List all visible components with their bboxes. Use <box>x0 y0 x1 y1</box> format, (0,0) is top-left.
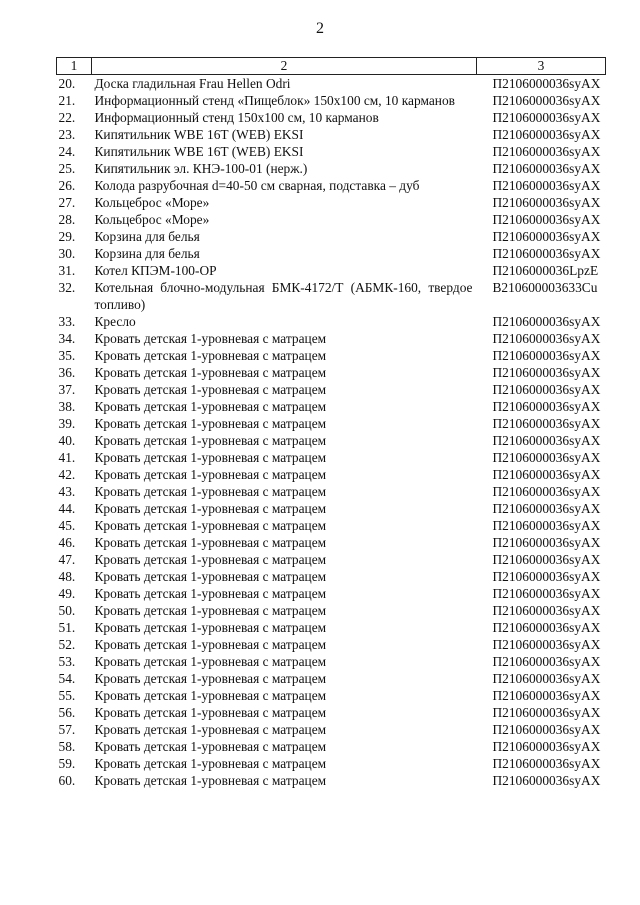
item-code: П2106000036syAX <box>492 246 601 261</box>
item-code: П2106000036syAX <box>492 229 601 244</box>
item-name: Кровать детская 1-уровневая с матрацем <box>94 739 327 754</box>
item-name: Кровать детская 1-уровневая с матрацем <box>94 603 327 618</box>
table-row <box>57 211 606 228</box>
row-number: 20. <box>58 76 76 91</box>
item-code: П2106000036syAX <box>492 637 601 652</box>
table-row <box>57 721 606 738</box>
item-name: Кровать детская 1-уровневая с матрацем <box>94 365 327 380</box>
row-number: 35. <box>58 348 76 363</box>
table-row <box>57 636 606 653</box>
row-number: 28. <box>58 212 76 227</box>
table-row <box>57 92 606 109</box>
row-number: 46. <box>58 535 76 550</box>
row-number: 40. <box>58 433 76 448</box>
header-col-3: 3 <box>477 58 606 75</box>
item-code: П2106000036syAX <box>492 382 601 397</box>
table-row <box>57 585 606 602</box>
row-number: 47. <box>58 552 76 567</box>
item-code: П2106000036syAX <box>492 195 601 210</box>
item-code: В210600003633Cu <box>492 280 598 295</box>
row-number: 32. <box>58 280 76 295</box>
item-code: П2106000036syAX <box>492 331 601 346</box>
table-row <box>57 126 606 143</box>
item-code: П2106000036syAX <box>492 586 601 601</box>
table-header-row <box>57 58 606 75</box>
table-row <box>57 534 606 551</box>
item-name: Кровать детская 1-уровневая с матрацем <box>94 450 327 465</box>
table-row <box>57 279 606 313</box>
table-row <box>57 381 606 398</box>
item-code: П2106000036syAX <box>492 110 601 125</box>
item-name: Кровать детская 1-уровневая с матрацем <box>94 705 327 720</box>
item-code: П2106000036syAX <box>492 756 601 771</box>
row-number: 45. <box>58 518 76 533</box>
item-name: Кровать детская 1-уровневая с матрацем <box>94 671 327 686</box>
item-code: П2106000036syAX <box>492 671 601 686</box>
item-name: Кровать детская 1-уровневая с матрацем <box>94 773 327 788</box>
row-number: 51. <box>58 620 76 635</box>
row-number: 34. <box>58 331 76 346</box>
row-number: 25. <box>58 161 76 176</box>
item-name: Кровать детская 1-уровневая с матрацем <box>94 501 327 516</box>
row-number: 42. <box>58 467 76 482</box>
item-code: П2106000036syAX <box>492 603 601 618</box>
item-name: Кровать детская 1-уровневая с матрацем <box>94 518 327 533</box>
table-row <box>57 160 606 177</box>
table-row <box>57 364 606 381</box>
row-number: 30. <box>58 246 76 261</box>
item-code: П2106000036syAX <box>492 433 601 448</box>
table-row <box>57 398 606 415</box>
table-row <box>57 483 606 500</box>
item-code: П2106000036syAX <box>492 552 601 567</box>
table-row <box>57 347 606 364</box>
item-name: Кровать детская 1-уровневая с матрацем <box>94 586 327 601</box>
item-name: Кровать детская 1-уровневая с матрацем <box>94 569 327 584</box>
table-row <box>57 517 606 534</box>
row-number: 54. <box>58 671 76 686</box>
row-number: 44. <box>58 501 76 516</box>
item-code: П2106000036syAX <box>492 399 601 414</box>
table-row <box>57 262 606 279</box>
item-code: П2106000036syAX <box>492 688 601 703</box>
row-number: 52. <box>58 637 76 652</box>
item-code: П2106000036syAX <box>492 722 601 737</box>
table-row <box>57 687 606 704</box>
table-row <box>57 755 606 772</box>
item-name: Кровать детская 1-уровневая с матрацем <box>94 535 327 550</box>
table-row <box>57 75 606 93</box>
item-name: Кольцеброс «Море» <box>94 212 210 227</box>
item-code: П2106000036syAX <box>492 93 601 108</box>
row-number: 59. <box>58 756 76 771</box>
table-row <box>57 177 606 194</box>
item-code: П2106000036syAX <box>492 467 601 482</box>
row-number: 26. <box>58 178 76 193</box>
item-name: Кровать детская 1-уровневая с матрацем <box>94 637 327 652</box>
row-number: 22. <box>58 110 76 125</box>
item-name: Котельная блочно-модульная БМК-4172/Т (АБМК-160, твердое топливо) <box>94 280 473 312</box>
row-number: 60. <box>58 773 76 788</box>
item-code: П2106000036syAX <box>492 620 601 635</box>
item-name: Кровать детская 1-уровневая с матрацем <box>94 416 327 431</box>
item-code: П2106000036syAX <box>492 450 601 465</box>
table-row <box>57 653 606 670</box>
table-row <box>57 330 606 347</box>
item-name: Кровать детская 1-уровневая с матрацем <box>94 433 327 448</box>
item-name: Кровать детская 1-уровневая с матрацем <box>94 756 327 771</box>
table-body <box>57 75 606 790</box>
item-name: Кровать детская 1-уровневая с матрацем <box>94 348 327 363</box>
row-number: 55. <box>58 688 76 703</box>
row-number: 49. <box>58 586 76 601</box>
item-name: Корзина для белья <box>94 246 200 261</box>
item-name: Котел КПЭМ-100-ОР <box>94 263 217 278</box>
table-row <box>57 704 606 721</box>
row-number: 21. <box>58 93 76 108</box>
row-number: 29. <box>58 229 76 244</box>
item-name: Информационный стенд «Пищеблок» 150х100 см, 10 карманов <box>94 93 455 108</box>
item-code: П2106000036syAX <box>492 518 601 533</box>
item-name: Колода разрубочная d=40-50 см сварная, подставка – дуб <box>94 178 420 193</box>
item-code: П2106000036syAX <box>492 739 601 754</box>
table-row <box>57 772 606 789</box>
item-code: П2106000036syAX <box>492 569 601 584</box>
table-row <box>57 500 606 517</box>
table-row <box>57 551 606 568</box>
item-name: Информационный стенд 150х100 см, 10 карманов <box>94 110 379 125</box>
item-name: Кровать детская 1-уровневая с матрацем <box>94 620 327 635</box>
item-code: П2106000036syAX <box>492 484 601 499</box>
item-code: П2106000036syAX <box>492 501 601 516</box>
item-code: П2106000036syAX <box>492 416 601 431</box>
item-code: П2106000036syAX <box>492 535 601 550</box>
item-code: П2106000036LpzE <box>492 263 599 278</box>
item-name: Кровать детская 1-уровневая с матрацем <box>94 331 327 346</box>
header-col-2: 2 <box>92 58 477 75</box>
row-number: 56. <box>58 705 76 720</box>
item-name: Кресло <box>94 314 136 329</box>
item-name: Кровать детская 1-уровневая с матрацем <box>94 382 327 397</box>
row-number: 50. <box>58 603 76 618</box>
table-row <box>57 466 606 483</box>
row-number: 27. <box>58 195 76 210</box>
row-number: 24. <box>58 144 76 159</box>
row-number: 33. <box>58 314 76 329</box>
row-number: 43. <box>58 484 76 499</box>
item-name: Кровать детская 1-уровневая с матрацем <box>94 722 327 737</box>
table-row <box>57 245 606 262</box>
item-code: П2106000036syAX <box>492 654 601 669</box>
row-number: 37. <box>58 382 76 397</box>
items-table <box>56 57 606 789</box>
table-row <box>57 313 606 330</box>
table-row <box>57 449 606 466</box>
item-name: Кровать детская 1-уровневая с матрацем <box>94 654 327 669</box>
item-code: П2106000036syAX <box>492 705 601 720</box>
item-code: П2106000036syAX <box>492 365 601 380</box>
table-row <box>57 415 606 432</box>
row-number: 53. <box>58 654 76 669</box>
item-name: Кровать детская 1-уровневая с матрацем <box>94 484 327 499</box>
item-name: Кипятильник эл. КНЭ-100-01 (нерж.) <box>94 161 308 176</box>
item-code: П2106000036syAX <box>492 144 601 159</box>
item-name: Кровать детская 1-уровневая с матрацем <box>94 467 327 482</box>
table-row <box>57 670 606 687</box>
row-number: 39. <box>58 416 76 431</box>
item-code: П2106000036syAX <box>492 127 601 142</box>
item-name: Корзина для белья <box>94 229 200 244</box>
table-row <box>57 619 606 636</box>
table-row <box>57 228 606 245</box>
page-number: 2 <box>316 20 324 37</box>
item-code: П2106000036syAX <box>492 314 601 329</box>
item-name: Кровать детская 1-уровневая с матрацем <box>94 399 327 414</box>
row-number: 23. <box>58 127 76 142</box>
item-name: Кольцеброс «Море» <box>94 195 210 210</box>
table-row <box>57 602 606 619</box>
item-name: Кипятильник WBE 16T (WEB) EKSI <box>94 127 304 142</box>
item-name: Доска гладильная Frau Hellen Odri <box>94 76 291 91</box>
row-number: 58. <box>58 739 76 754</box>
table-row <box>57 568 606 585</box>
item-code: П2106000036syAX <box>492 76 601 91</box>
row-number: 48. <box>58 569 76 584</box>
row-number: 41. <box>58 450 76 465</box>
item-name: Кипятильник WBE 16T (WEB) EKSI <box>94 144 304 159</box>
item-code: П2106000036syAX <box>492 212 601 227</box>
table-row <box>57 143 606 160</box>
row-number: 36. <box>58 365 76 380</box>
item-name: Кровать детская 1-уровневая с матрацем <box>94 688 327 703</box>
item-code: П2106000036syAX <box>492 348 601 363</box>
item-name: Кровать детская 1-уровневая с матрацем <box>94 552 327 567</box>
item-code: П2106000036syAX <box>492 161 601 176</box>
table-row <box>57 432 606 449</box>
table-row <box>57 109 606 126</box>
row-number: 31. <box>58 263 76 278</box>
item-code: П2106000036syAX <box>492 773 601 788</box>
item-code: П2106000036syAX <box>492 178 601 193</box>
table-row <box>57 194 606 211</box>
row-number: 57. <box>58 722 76 737</box>
row-number: 38. <box>58 399 76 414</box>
table-row <box>57 738 606 755</box>
header-col-1: 1 <box>57 58 92 75</box>
